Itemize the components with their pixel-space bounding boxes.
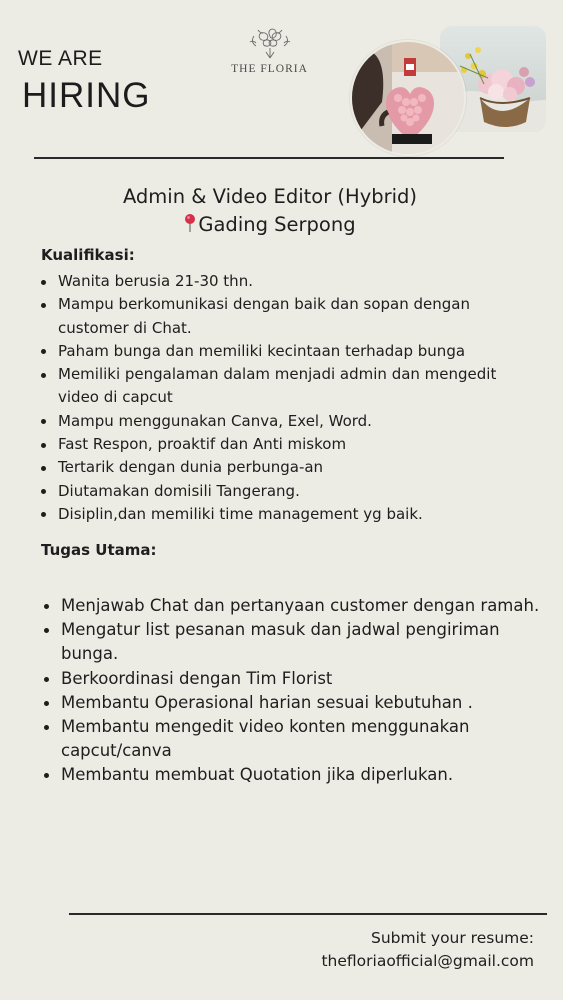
list-item: Menjawab Chat dan pertanyaan customer dengan ramah. [41, 594, 561, 618]
hiring-heading: HIRING [22, 76, 151, 115]
list-item: Membantu mengedit video konten menggunakan capcut/canva [41, 715, 561, 763]
list-item: Berkoordinasi dengan Tim Florist [41, 667, 561, 691]
duties-heading: Tugas Utama: [41, 541, 157, 559]
location-text: Gading Serpong [198, 213, 356, 236]
location-pin-icon [184, 213, 196, 238]
we-are-text: WE ARE [18, 47, 103, 70]
rose-bouquet-logo-icon [240, 22, 300, 60]
contact-email[interactable]: thefloriaofficial@gmail.com [321, 952, 534, 970]
list-item: Fast Respon, proaktif dan Anti miskom [38, 433, 518, 456]
brand-logo [222, 22, 317, 75]
job-title: Admin & Video Editor (Hybrid) [122, 185, 418, 208]
list-item: Mampu berkomunikasi dengan baik dan sopan dengan customer di Chat. [38, 293, 518, 340]
logo-text: THE FLORIA [231, 63, 308, 75]
list-item: Memiliki pengalaman dalam menjadi admin dan mengedit video di capcut [38, 363, 518, 410]
list-item: Membantu membuat Quotation jika diperlukan. [41, 763, 561, 787]
list-item: Mampu menggunakan Canva, Exel, Word. [38, 410, 518, 433]
list-item: Mengatur list pesanan masuk dan jadwal pengiriman bunga. [41, 618, 561, 666]
job-location [0, 213, 540, 238]
qualifications-heading: Kualifikasi: [41, 246, 135, 264]
list-item: Disiplin,dan memiliki time management yg baik. [38, 503, 518, 526]
qualifications-list [38, 270, 518, 526]
duties-list [41, 594, 561, 788]
top-divider [34, 157, 504, 159]
list-item: Diutamakan domisili Tangerang. [38, 480, 518, 503]
list-item: Paham bunga dan memiliki kecintaan terhadap bunga [38, 340, 518, 363]
list-item: Tertarik dengan dunia perbunga-an [38, 456, 518, 479]
bottom-divider [69, 913, 547, 915]
submit-resume-label: Submit your resume: [370, 929, 534, 947]
list-item: Wanita berusia 21-30 thn. [38, 270, 518, 293]
heart-bouquet-photo [350, 40, 466, 156]
list-item: Membantu Operasional harian sesuai kebutuhan . [41, 691, 561, 715]
